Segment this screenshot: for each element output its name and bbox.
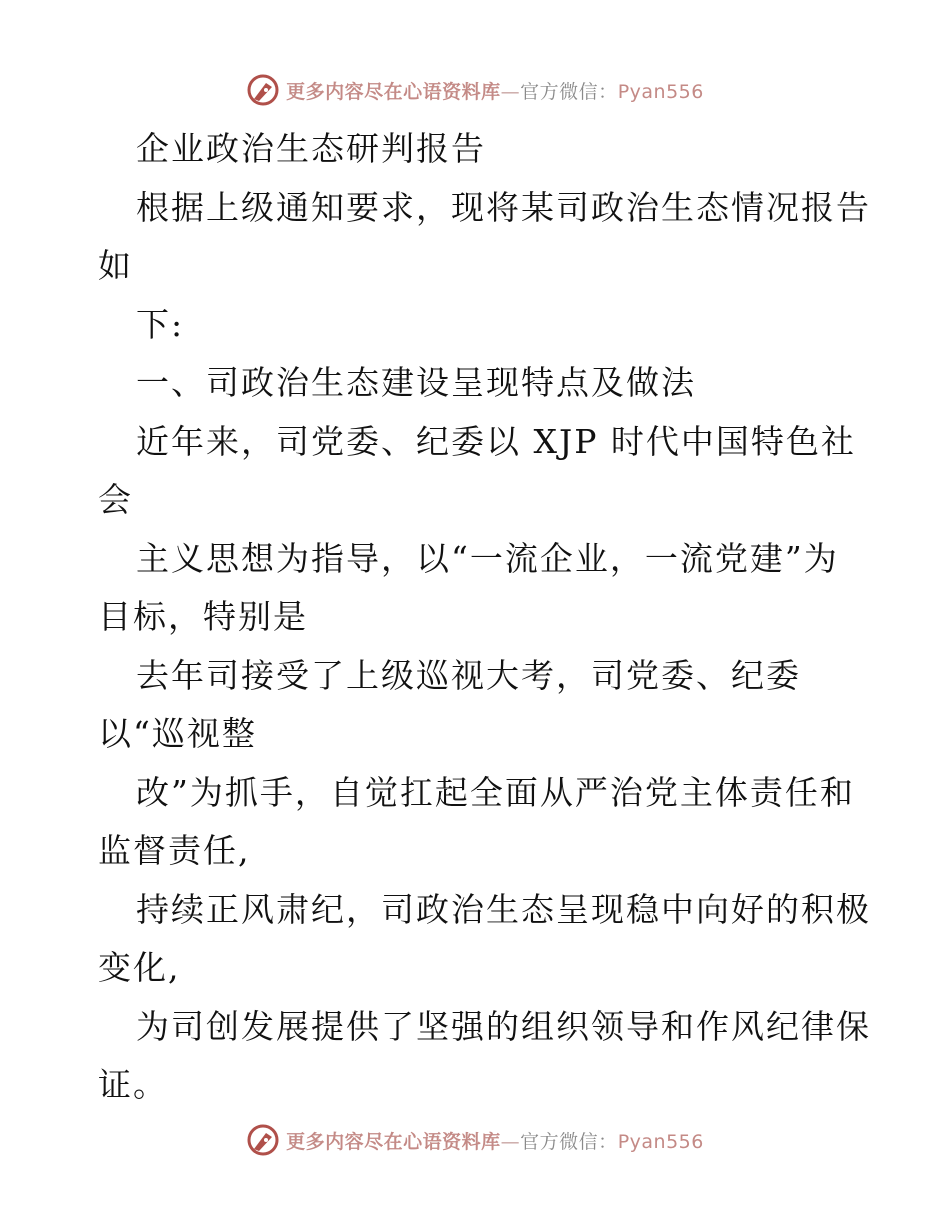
banner-wechat-id: Pyan556	[617, 80, 704, 103]
footer-banner	[0, 1120, 950, 1160]
text-line: 去年司接受了上级巡视大考，司党委、纪委	[136, 655, 801, 695]
document-body	[98, 120, 871, 1115]
text-line: 根据上级通知要求，现将某司政治生态情况报告	[136, 187, 871, 227]
banner-text	[286, 1127, 704, 1154]
banner-dash: —	[500, 80, 521, 103]
text-line: 目标，特别是	[98, 597, 308, 636]
pen-nib-logo-icon	[246, 73, 280, 107]
banner-text	[286, 77, 704, 104]
header-banner	[0, 70, 950, 110]
text-line: 改”为抓手，自觉扛起全面从严治党主体责任和	[136, 772, 855, 812]
text-line: 为司创发展提供了坚强的组织领导和作风纪律保	[136, 1006, 871, 1046]
text-line: 如	[98, 246, 133, 285]
banner-wechat-id: Pyan556	[617, 1130, 704, 1153]
banner-wechat-label: 官方微信：	[520, 1130, 618, 1153]
text-line: 以“巡视整	[98, 714, 257, 753]
document-title: 企业政治生态研判报告	[136, 129, 486, 168]
banner-main-text: 更多内容尽在心语资料库	[286, 1130, 501, 1153]
text-line: 变化,	[98, 948, 181, 987]
text-line: 下:	[136, 304, 185, 344]
banner-main-text: 更多内容尽在心语资料库	[286, 80, 501, 103]
section-heading: 一、司政治生态建设呈现特点及做法	[136, 363, 696, 402]
banner-wechat-label: 官方微信：	[520, 80, 618, 103]
banner-dash: —	[500, 1130, 521, 1153]
text-line: 会	[98, 480, 133, 519]
text-line: 持续正风肃纪，司政治生态呈现稳中向好的积极	[136, 889, 871, 929]
text-line: 近年来，司党委、纪委以 XJP 时代中国特色社	[136, 421, 856, 461]
text-line: 证。	[98, 1065, 168, 1104]
text-line: 主义思想为指导，以“一流企业，一流党建”为	[136, 538, 839, 578]
pen-nib-logo-icon	[246, 1123, 280, 1157]
text-line: 监督责任,	[98, 831, 251, 870]
